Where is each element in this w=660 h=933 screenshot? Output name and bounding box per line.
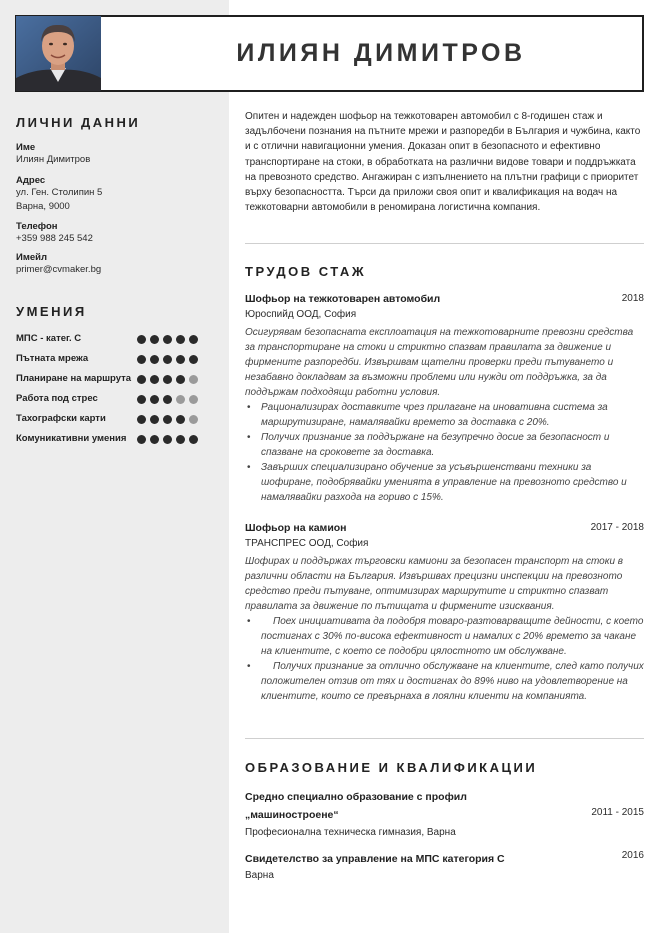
- skill-dot: [176, 395, 185, 404]
- profile-summary: Опитен и надежден шофьор на тежкотоварен автомобил с 8-годишен стаж и задълбочени познания на пътните мрежи и разпоредби в България и чужбина, както и с отлични навигационни умения. Доказан опит в безопасното и ефективно транспортиране на стоки, в обработката на различни видове товари и поддръжката на превозното средство. Ангажиран с изпълнението на плътни графици с приоритет върху безопасността. Търси да приложи своя опит и квалификация на водач на тежкотоварни автомобили в реномирана логистична компания.: [245, 111, 641, 214]
- skill-dot: [163, 435, 172, 444]
- skill-dot: [163, 355, 172, 364]
- candidate-name: ИЛИЯН ДИМИТРОВ: [236, 39, 526, 67]
- education-item-2: [245, 851, 644, 881]
- address-line-2: Варна, 9000: [16, 201, 70, 212]
- education-title-line: „машиностроене“: [245, 809, 339, 821]
- skill-dot: [176, 355, 185, 364]
- list-item: • Получих признание за поддържане на безупречно досие за безопасност и спазване на сроковете за доставка.: [245, 430, 644, 460]
- skill-name: Тахографски карти: [16, 413, 106, 424]
- job-achievements: [245, 614, 644, 704]
- skill-dot: [189, 355, 198, 364]
- name-label: Име: [16, 142, 36, 153]
- sidebar: [0, 0, 229, 933]
- skill-dot: [150, 375, 159, 384]
- job-description: Шофирах и поддържах търговски камиони за безопасен транспорт на стоки в различни области на България. Извършвах прецизни инспекции на превозното средство преди пътуване, оптимизирах маршрутите и стриктно спазват правилата за движение по пътищата и фирмените изисквания.: [245, 556, 624, 612]
- education-title: ОБРАЗОВАНИЕ И КВАЛИФИКАЦИИ: [245, 760, 538, 775]
- education-title-line: Свидетелство за управление на МПС категория С: [245, 853, 505, 865]
- skill-dot: [137, 435, 146, 444]
- personal-data-title: ЛИЧНИ ДАННИ: [16, 115, 141, 130]
- skill-row: [16, 433, 206, 447]
- skill-dot: [176, 335, 185, 344]
- list-item: • Рационализирах доставките чрез прилагане на иновативна система за маршрутизиране, намалявайки времето за доставка с 20%.: [245, 400, 644, 430]
- job-2: [245, 522, 644, 704]
- experience-title: ТРУДОВ СТАЖ: [245, 264, 367, 279]
- skill-row: [16, 373, 206, 387]
- job-title: Шофьор на тежкотоварен автомобил: [245, 293, 441, 305]
- skill-dot: [176, 375, 185, 384]
- skill-dot: [137, 415, 146, 424]
- skill-level-dots: [137, 335, 198, 344]
- email-label: Имейл: [16, 252, 48, 263]
- header: [15, 15, 644, 92]
- divider: [245, 243, 644, 244]
- skill-row: [16, 333, 206, 347]
- skill-name: Пътната мрежа: [16, 353, 89, 364]
- skill-dot: [176, 435, 185, 444]
- skill-dot: [150, 335, 159, 344]
- job-achievements: [245, 400, 644, 505]
- education-date: 2011 - 2015: [591, 807, 644, 818]
- skills-title: УМЕНИЯ: [16, 304, 87, 319]
- skill-dot: [137, 335, 146, 344]
- job-company: Юроспийд ООД, София: [245, 309, 357, 320]
- address-line-1: ул. Ген. Столипин 5: [16, 187, 103, 198]
- skill-row: [16, 353, 206, 367]
- skill-name: Планиране на маршрута: [16, 373, 132, 384]
- education-place: Варна: [245, 870, 274, 881]
- job-title: Шофьор на камион: [245, 522, 347, 534]
- skill-dot: [137, 375, 146, 384]
- profile-photo: [16, 16, 101, 91]
- name-value: Илиян Димитров: [16, 154, 91, 165]
- job-description: Осигурявам безопасната експлоатация на тежкотоварните превозни средства за транспортиране на стоки и стриктно спазвам правилата за движение и фирмените разпоредби. Извършвам щателни проверки преди пътуването и незабавно докладвам за възможни проблеми или нужди от поддръжка, за да поддържам подходящи работни условия.: [245, 327, 634, 398]
- skill-dot: [150, 435, 159, 444]
- skill-row: [16, 413, 206, 427]
- list-item: • Получих признание за отлично обслужване на клиентите, след като получих положителен отзив от тях и достигнах до 89% ниво на удовлетворение на клиентите, които се превърнаха в лоялни клиенти на компанията.: [245, 659, 644, 704]
- list-item: • Поех инициативата да подобря товаро-разтоварващите дейности, с което постигнах с 30% по-висока ефективност и намалих с 20% времето за чакане на клиентите, с което се подобри цялостното им обслужване.: [245, 614, 644, 659]
- skill-dot: [189, 335, 198, 344]
- education-item-1: [245, 788, 644, 838]
- job-company: ТРАНСПРЕС ООД, София: [245, 538, 369, 549]
- education-title-line: Средно специално образование с профил: [245, 791, 467, 803]
- skill-dot: [137, 395, 146, 404]
- skill-dot: [137, 355, 146, 364]
- divider: [245, 738, 644, 739]
- skill-dot: [189, 415, 198, 424]
- skill-dot: [163, 395, 172, 404]
- skill-dot: [189, 375, 198, 384]
- skill-dot: [163, 375, 172, 384]
- skill-dot: [163, 335, 172, 344]
- skill-dot: [163, 415, 172, 424]
- skill-dot: [189, 435, 198, 444]
- skill-dot: [150, 355, 159, 364]
- skill-level-dots: [137, 435, 198, 444]
- list-item: • Завърших специализирано обучение за усъвършенствани техники за шофиране, подобрявайки уменията в управление на превозното средство и намалявайки разхода на гориво с 15%.: [245, 460, 644, 505]
- skill-level-dots: [137, 355, 198, 364]
- skill-level-dots: [137, 395, 198, 404]
- skill-level-dots: [137, 415, 198, 424]
- education-place: Професионална техническа гимназия, Варна: [245, 827, 456, 838]
- email-value[interactable]: primer@cvmaker.bg: [16, 264, 102, 275]
- skill-name: Работа под стрес: [16, 393, 98, 404]
- skill-level-dots: [137, 375, 198, 384]
- skill-name: Комуникативни умения: [16, 433, 127, 444]
- skill-dot: [150, 415, 159, 424]
- job-1: [245, 293, 644, 505]
- phone-label: Телефон: [16, 221, 58, 232]
- phone-value[interactable]: +359 988 245 542: [16, 233, 93, 244]
- education-date: 2016: [621, 850, 644, 861]
- job-date: 2017 - 2018: [590, 522, 644, 533]
- skill-name: МПС - катег. С: [16, 333, 82, 344]
- job-date: 2018: [621, 293, 644, 304]
- skill-row: [16, 393, 206, 407]
- skill-dot: [176, 415, 185, 424]
- address-label: Адрес: [16, 175, 46, 186]
- skill-dot: [189, 395, 198, 404]
- skill-dot: [150, 395, 159, 404]
